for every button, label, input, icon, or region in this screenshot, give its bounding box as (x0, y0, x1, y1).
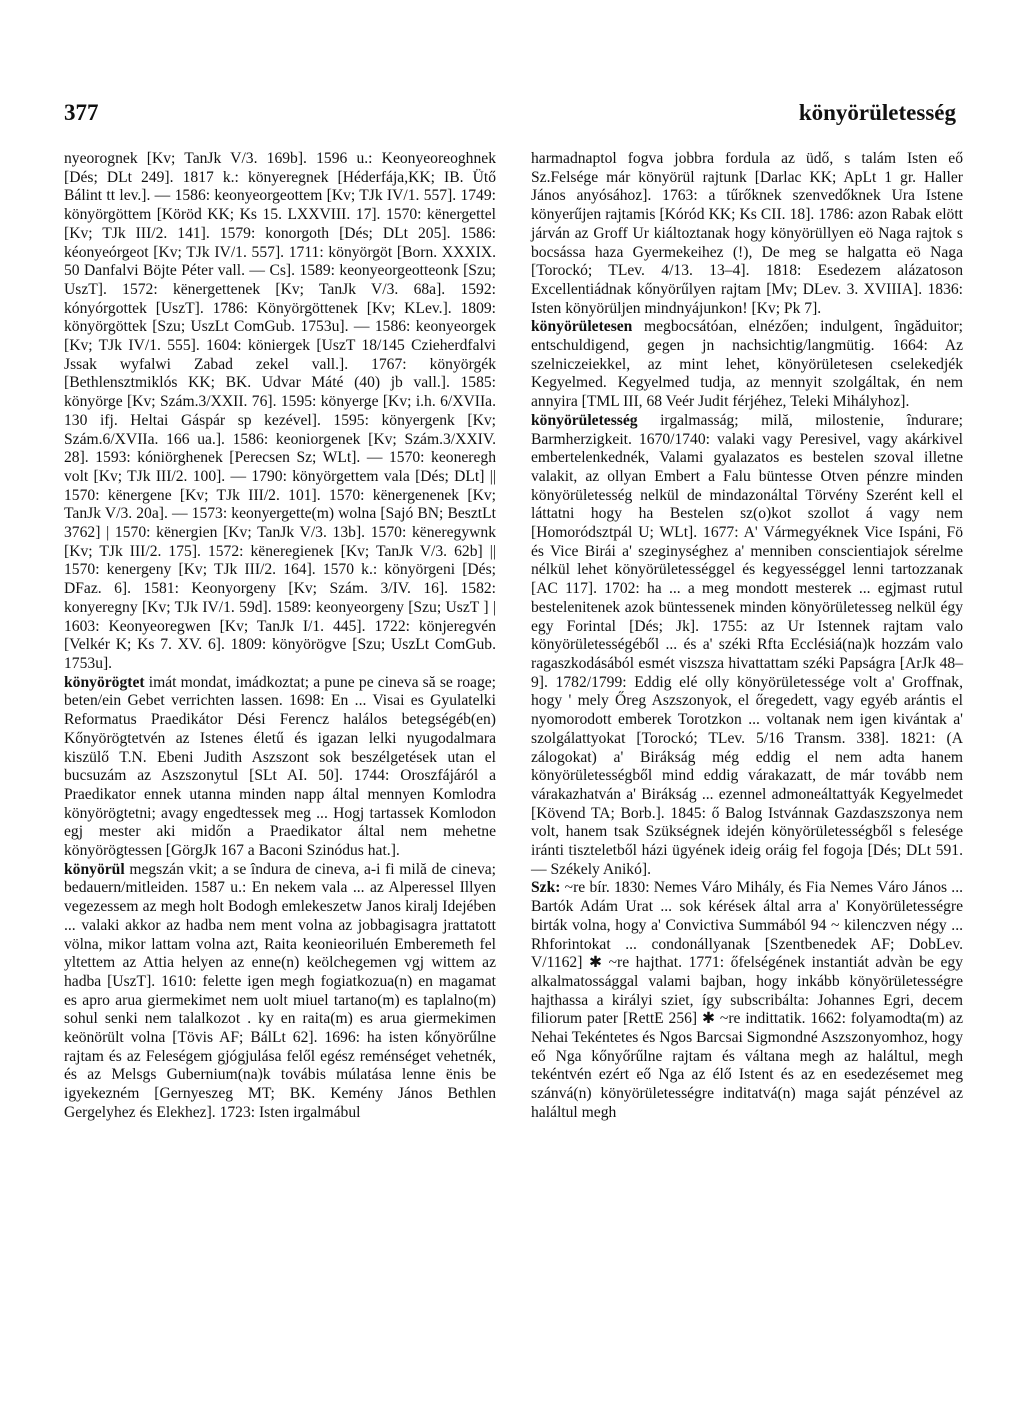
dictionary-entry-konyoruletesen (531, 318, 963, 412)
dictionary-entry-konyorul (64, 861, 496, 1123)
dictionary-entry-konyorogtet (64, 674, 496, 861)
entry-continuation: nyeorognek [Kv; TanJk V/3. 169b]. 1596 u.: Keonyeoreoghnek [Dés; DLt 249]. 1817 k.: könyeregnek [Héderfája,KK; IB. Ütő Bálint tt lev.]. — 1586: keonyeorgeottem [Kv; TJk IV/1. 557]. 1749: könyörgöttem [Köröd KK; Ks 15. LXXVIII. 17]. 1570: kënergettel [Kv; TJk III/2. 141]. 1579: konorgoth [Dés; DLt 205]. 1586: kéonyeórgeot [Kv; TJk IV/1. 557]. 1711: könyörgöt [Born. XXXIX. 50 Danfalvi Böjte Péter vall. — Cs]. 1589: keonyeorgeotteonk [Szu; UszT]. 1572: kënergettenek [Kv; TanJk V/3. 68a]. 1592: kónyórgottek [UszT]. 1786: Könyörgöttenek [Kv; KLev.]. 1809: könyörgöttek [Szu; UszLt ComGub. 1753u]. — 1586: keonyeorgek [Kv; TJk IV/1. 555]. 1604: köniergek [UszT 18/145 Czieherdfalvi Jssak wyfalwi Zabad zekel vall.]. 1767: könyörgék [Bethlensztmiklós KK; BK. Udvar Máté (40) jb vall.]. 1585: könyörge [Kv; Szám.3/XXII. 76]. 1595: könyerge [Kv; i.h. 6/XVIIa. 130 ifj. Heltai Gáspár sp kezével]. 1595: könyergenk [Kv; Szám.6/XVIIa. 166 ua.]. 1586: keoniorgenek [Kv; Szám.3/XXIV. 28]. 1593: kóniörghenek [Perecsen Sz; WLt]. — 1570: keoneregh volt [Kv; TJk III/2. 100]. — 1790: könyörgettem vala [Dés; DLt] || 1570: kënergene [Kv; TJk III/2. 101]. 1570: kënergenenek [Kv; TanJk V/3. 20a]. — 1573: keonyergette(m) wolna [Sajó BN; BesztLt 3762] | 1570: kënergien [Kv; TanJk V/3. 13b]. 1570: këneregywnk [Kv; TJk III/2. 175]. 1572: këneregienek [Kv; TanJk V/3. 62b] || 1570: kenergeny [Kv; TJk III/2. 164]. 1570 k.: könyörgeni [Dés; DFaz. 6]. 1581: Keonyorgeny [Kv; Szám. 3/IV. 16]. 1582: konyeregny [Kv; TJk IV/1. 59d]. 1589: keonyeorgeny [Szu; UszT ] | 1603: Keonyeoregwen [Kv; TanJk I/1. 445]. 1722: könjeregvén [Velkér K; Ks 7. XV. 6]. 1809: könyörögve [Szu; UszLt ComGub. 1753u]. (64, 150, 496, 672)
headword: könyörögtet (64, 673, 145, 691)
right-column (531, 150, 963, 1123)
entry-body: irgalmasság; milă, milostenie, îndurare; Barmherzigkeit. 1670/1740: valaki vagy Peresivel, vagy akárkivel embertelenkednék, Valami gyalazatos es bestelen szoval illetne valakit, az ollyan Embert a Falu büntesse Otven pénzre minden könyörületesség nelkül de mindazonáltal Törvény Szerént kell el láttatni hogy ha Bestelen sz(o)kot szollot á vagy nem [Homoródsztpál U; WLt]. 1677: A' Vármegyéknek Vice Ispáni, Fö és Vice Birái a' szeginységhez a' menniben conscientiajok sérelme nélkül lehet könyörületességgel és kegyességgel lenni tartozzanak [AC 117]. 1702: ha ... a meg mondott mesterek ... egjmast rutul bestelenitenek azok büntessenek minden könyörületesseg nelkül égy egy Forintal [Dés; Jk]. 1755: az Ur Istennek rajtam valo könyörületességéből ... és a' széki Rfta Ecclésiá(na)k hozzám valo ragaszkodásából esmét viszsza hivattattam széki Papságra [ArJk 48–9]. 1782/1799: Eddig elé olly könyörületessége volt a' Groffnak, hogy ' mely Őreg Aszszonyok, el őregedett, vagy egyéb arántis el nyomorodott emberek Torotzkon ... voltanak nem igen kivántak a' szolgálattyokat [Torockó; TLev. 5/16 Transm. 338]. 1821: (A zálogokat) a' Birákság még eddig el nem adta hanem könyörületességből mind eddig várakazatt, de már tovább nem várakazhatván a' Birákság ... ezennel admoneáltattyák Kegyelmedet [Kövend TA; Borb.]. 1845: ő Balog Istvánnak Gazdaszszonya nem volt, hanem tsak Szükségnek idején könyörületességből s felesége iránti tiszteletből házi ügyének ideig oráig fel fogoja [Dés; DLt 591. — Székely Anikó]. (531, 411, 963, 878)
dictionary-entry-konyoruletesseg (531, 412, 963, 880)
entry-body: megszán vkit; a se îndura de cineva, a-i fi milă de cineva; bedauern/mitleiden. 1587 u.: En nekem vala ... az Alperessel Illyen vegezessem az megh holt Bodogh emlekeszetw Janos kiralj Idejében ... valaki akkor az hadba nem ment volna az jobbagisagra jrattatott völna, mikor lattam volna azt, Raita keonieoriluén Emberemeth fel yltettem az Attia helyen az enne(n) keölchegemen vgj wittem az hadba [UszT]. 1610: felette igen megh fogiatkozua(n) en magamat es apro arua giermekimet nem uolt miuel tartano(m) es taplalno(m) sohul senki nem talalkozot . ky en raita(m) es arua giermekimen keönörült volna [Tövis AF; BálLt 62]. 1696: ha isten kőnyörűlne rajtam és az Feleségem gjógjulása felől egész reménséget vehetnék, és az Melsgs Gubernium(na)k továbis múlatása lenne ënis be igyekezném [Gernyeszeg MT; BK. Kemény János Bethlen Gergelyhez és Elekhez]. 1723: Isten irgalmábul (64, 860, 496, 1121)
entry-body: imát mondat, imádkoztat; a pune pe cineva să se roage; beten/ein Gebet verrichten lassen. 1698: En ... Visai es Gyulatelki Reformatus Praedikátor Dési Ferencz halálos betegségéb(en) Kőnyörögtetvén az Istenes életű és igazan lelki nyugodalmara kiszülő T.N. Ebeni Judith Aszszont sok beszélgetések utan el bucsuzám az Aszszonytul [SLt AI. 50]. 1744: Oroszfájáról a Praedikator ennek utanna minden napp által mennyen Komlodra könyörögtetni; avagy engedtessek meg ... Hogj tartassek Komlodon egj mester aki midőn a Praedikator által nem mehetne könyörögtessen [GörgJk 167 a Baconi Szinódus hat.]. (64, 673, 496, 860)
dictionary-subentry-szk (531, 879, 963, 1122)
headword: könyörületesen (531, 318, 633, 336)
left-column (64, 150, 496, 1123)
headword: könyörül (64, 860, 125, 878)
running-head: könyörületesség (798, 100, 956, 125)
page-number: 377 (64, 100, 99, 125)
entry-continuation: harmadnaptol fogva jobbra fordula az üdő, s talám Isten eő Sz.Felsége már könyörül rajtunk [Darlac KK; ApLt 1 gr. Haller János anyósához]. 1763: a tűrőknek szenvedőknek Ura Istene könyerűjen rajtamis [Kóród KK; Ks CII. 18]. 1786: azon Rabak elött járván az Groff Ur kiáltoztanak hogy könyörüllyen eö Naga rajtok s bocsássa haza Gyermekeihez (!), De meg se halgatta eö Naga [Torockó; TLev. 4/13. 13–4]. 1818: Esedezem alázatoson Excellentiádnak kőnyörűlyen rajtam [Mv; DLev. 3. XVIIIA]. 1836: Isten könyörüljen mindnyájunkon! [Kv; Pk 7]. (531, 150, 963, 317)
entry-body: ~re bír. 1830: Nemes Váro Mihály, és Fia Nemes Váro János ... Bartók Adám Urat ... sok kérések által arra a' Konyörületességre birták volna, hogy a' Convictiva Summából 94 ~ kilenczven négy ... Rhforintokat ... condonállyanak [Szentbenedek AF; DobLev. V/1162] ✱ ~re hajthat. 1771: őfelségének instantiát advàn be egy alkalmatossággal valami bajban, hogy inkább könyörületességre hajthassa a királyi sziet, így subscribálta: Johannes Egri, decem filiorum pater [RettE 256] ✱ ~re indittatik. 1662: folyamodta(m) az Nehai Tekéntetes és Ngos Barcsai Sigmondné Aszszonyomhoz, hogy eő Nga kőnyőrűlne rajtam és váltana megh az haláltul, megh tekéntvén ezért eő Nga az élő Istent és az en esedezésemet meg szánvá(n) könyörületességre inditatvá(n) maga saját pénzével az haláltul megh (531, 879, 963, 1121)
entry-body: megbocsátóan, elnézően; indulgent, îngăduitor; entschuldigend, gegen jn nachsichtig/langmütig. 1664: Az szelniczeiekkel, az mint lehet, könyörületesen cselekedjék Kegyelmed. Kegyelmed tudja, az mennyit szolgáltak, én nem annyira [TML III, 68 Veér Judit férjéhez, Teleki Mihályhoz]. (531, 318, 963, 411)
page-header (64, 100, 956, 130)
headword: könyörületesség (531, 411, 638, 429)
headword: Szk: (531, 879, 561, 897)
